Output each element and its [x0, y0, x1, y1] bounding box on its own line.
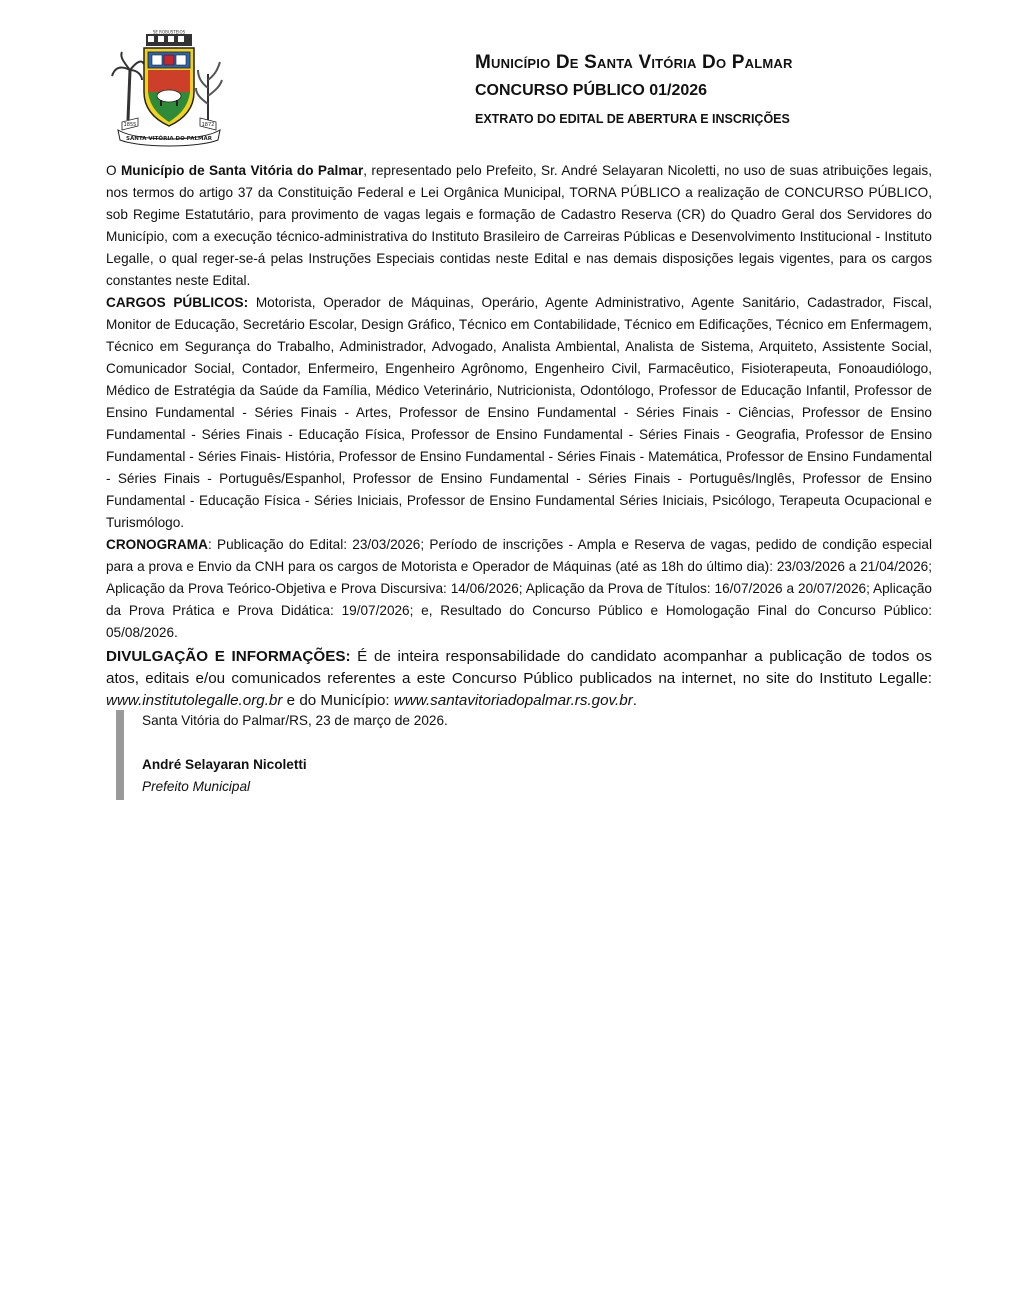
signature-block [116, 710, 516, 800]
information-text: É de inteira responsabilidade do candidato acompanhar a publicação de todos os atos, editais e/ou comunicados referentes a este Concurso Público publicados na internet, no site do Instituto Legalle: [106, 648, 932, 687]
information-label: DIVULGAÇÃO E INFORMAÇÕES: [106, 648, 351, 665]
intro-prefix: O [106, 163, 121, 178]
schedule-label: CRONOGRAMA [106, 537, 208, 552]
crest-year-right: 1872 [201, 122, 215, 128]
schedule-text: : Publicação do Edital: 23/03/2026; Período de inscrições - Ampla e Reserva de vagas, pedido de condição especial para a prova e Envio da CNH para os cargos de Motorista e Operador de Máquinas (até as 18h do último dia): 23/03/2026 a 21/04/2026; Aplicação da Prova Teórico-Objetiva e Prova Discursiva: 14/06/2026; Aplicação da Prova de Títulos: 16/07/2026 a 20/07/2026; Aplicação da Prova Prática e Prova Didática: 19/07/2026; e, Resultado do Concurso Público e Homologação Final do Concurso Público: 05/08/2026. [106, 537, 932, 640]
signature-sidebar [116, 710, 124, 800]
document-header [475, 50, 995, 128]
crest-year-left: 1855 [123, 122, 137, 128]
signature-name: André Selayaran Nicoletti [142, 757, 307, 772]
coat-of-arms-logo [108, 30, 230, 148]
signature-content [142, 710, 448, 798]
information-middle: e do Município: [282, 692, 394, 709]
signature-date: Santa Vitória do Palmar/RS, 23 de março de 2026. [142, 713, 448, 728]
intro-text: , representado pelo Prefeito, Sr. André Selayaran Nicoletti, no uso de suas atribuições legais, nos termos do artigo 37 da Constituição Federal e Lei Orgânica Municipal, TORNA PÚBLICO a realização de CONCURSO PÚBLICO, sob Regime Estatutário, para provimento de vagas legais e formação de Cadastro Reserva (CR) do Quadro Geral dos Servidores do Município, com a execução técnico-administrativa do Instituto Brasileiro de Carreiras Públicas e Desenvolvimento Institucional - Instituto Legalle, o qual reger-se-á pelas Instruções Especiais contidas neste Edital e nas demais disposições legais vigentes, para os cargos constantes neste Edital. [106, 163, 932, 288]
palm-tree-icon [128, 70, 130, 120]
legalle-site-link[interactable]: www.institutolegalle.org.br [106, 692, 283, 709]
coat-of-arms-graphic [108, 30, 230, 148]
edict-subtitle: EXTRATO DO EDITAL DE ABERTURA E INSCRIÇÕES [475, 112, 790, 126]
crest-top-text: SE ROBUSTEIOS [152, 30, 186, 35]
information-end: . [632, 692, 637, 709]
contest-title: CONCURSO PÚBLICO 01/2026 [475, 82, 708, 99]
positions-label: CARGOS PÚBLICOS: [106, 295, 249, 310]
schedule-paragraph [106, 534, 932, 644]
municipality-title: Município De Santa Vitória Do Palmar [475, 52, 793, 73]
crest-ribbon-text: SANTA VITÓRIA DO PALMAR [126, 136, 212, 142]
intro-municipality: Município de Santa Vitória do Palmar [120, 163, 364, 178]
signature-role: Prefeito Municipal [142, 779, 251, 794]
document-body [106, 160, 932, 712]
positions-text: Motorista, Operador de Máquinas, Operário, Agente Administrativo, Agente Sanitário, Cadastrador, Fiscal, Monitor de Educação, Secretário Escolar, Design Gráfico, Técnico em Contabilidade, Técnico em Edificações, Técnico em Enfermagem, Técnico em Segurança do Trabalho, Administrador, Advogado, Analista Ambiental, Analista de Sistema, Arquiteto, Assistente Social, Comunicador Social, Contador, Enfermeiro, Engenheiro Agrônomo, Engenheiro Civil, Farmacêutico, Fisioterapeuta, Fonoaudiólogo, Médico de Estratégia da Saúde da Família, Médico Veterinário, Nutricionista, Odontólogo, Professor de Educação Infantil, Professor de Ensino Fundamental - Séries Finais - Artes, Professor de Ensino Fundamental - Séries Finais - Ciências, Professor de Ensino Fundamental - Séries Finais - Educação Física, Professor de Ensino Fundamental - Séries Finais - Geografia, Professor de Ensino Fundamental - Séries Finais- História, Professor de Ensino Fundamental - Séries Finais - Matemática, Professor de Ensino Fundamental - Séries Finais - Português/Espanhol, Professor de Ensino Fundamental - Séries Finais - Português/Inglês, Professor de Ensino Fundamental - Educação Física - Séries Iniciais, Professor de Ensino Fundamental Séries Iniciais, Psicólogo, Terapeuta Ocupacional e Turismólogo. [106, 295, 932, 530]
intro-paragraph [106, 160, 932, 292]
information-paragraph [106, 646, 932, 712]
positions-paragraph [106, 292, 932, 534]
municipality-site-link[interactable]: www.santavitoriadopalmar.rs.gov.br [393, 692, 633, 709]
